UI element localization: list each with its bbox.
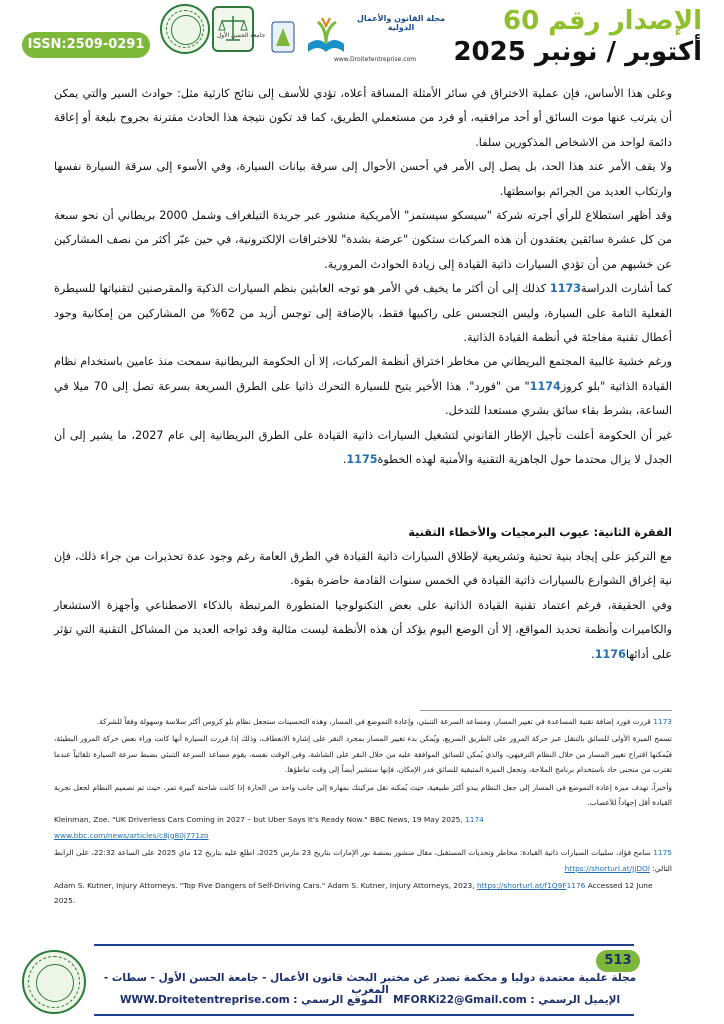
footnote-ref-1173[interactable]: 1173 <box>549 282 582 296</box>
journal-url: www.Droitetentreprise.com <box>333 56 417 63</box>
university-logo <box>216 20 296 60</box>
footnote-ref-1175[interactable]: 1175 <box>346 453 378 467</box>
issue-number: الإصدار رقم 60 <box>503 6 702 36</box>
issn-badge: ISSN:2509-0291 <box>22 32 150 58</box>
footnote-1175: 1175 سامح فؤاد، سلبيات السيارات ذاتية القيادة: مخاطر وتحديات المستقبل، مقال منشور بمنصة نور الإمارات بتاريخ 23 مارس 2025، اطلع عليه بتاريخ 12 ماي 2025 على الساعة 22:32، على الرابط التالي: https://shorturl.at/JjDOl <box>54 848 673 873</box>
email-address[interactable]: MFORKi22@Gmail.com <box>393 994 527 1006</box>
footnote-link[interactable]: https://shorturl.at/f1Q9F <box>476 881 567 891</box>
paragraph: ورغم خشية غالبية المجتمع البريطاني من مخاطر اختراق أنظمة المركبات، إلا أن الحكومة البريطانية سمحت منذ عامين باستخدام نظام القيادة الذاتية "بلو كروز1174" من "فورد". هذا الأخير يتيح للسيارة التحرك ذاتيا على الطرق السريعة بسرعة تصل إلى 70 ميلا في الساعة، بشرط بقاء سائق بشري مستعدا للتدخل. <box>54 355 672 418</box>
footnote-1174: Kleinman, Zoe. "UK Driverless Cars Coming in 2027 – but Uber Says It's Ready Now." BBC News, 19 May 2025, 1174 www.bbc.com/news/articles/c8jg80j771zo <box>54 815 484 840</box>
site-label: الموقع الرسمي : <box>293 994 383 1006</box>
page-number: 513 <box>596 950 640 972</box>
footnote-ref-1176[interactable]: 1176 <box>594 647 626 661</box>
scales-icon <box>214 8 252 50</box>
footnote-link[interactable]: https://shorturl.at/JjDOl <box>564 863 650 873</box>
footnote-continuation: تسمح الميزة الأولى للسائق بالتنقل عبر حركة المرور على الطريق السريع، ويُمكن بدء تغيير المسار بمجرد النقر على إشارة الانعطاف، وذلك إذا قررت السيارة أنها كانت وراء بعض حركة المرور البطيئة، فيُمكنها اقتراح تغيير المسار من خلال النظام الترفيهي، والذي يُمكن للسائق الموافقة عليه من خلال النقر على الشاشة، وفي الوقت نفسه، يقوم مساعد السرعة التنبئي بضبط سرعة السيارة تلقائياً عندما تقترب من منحنى حاد باستخدام برنامج الملاحة، وتجعل الميزة المتبقية للسائق فدر الإمكان، فإنها ستشير أيضاً إلى وقت تباطؤها. <box>54 734 672 775</box>
site-url[interactable]: WWW.Droitetentreprise.com <box>119 994 290 1006</box>
footnote-ref-1174[interactable]: 1174 <box>529 379 561 393</box>
university-name: جامعة الحسن الأول <box>216 32 266 39</box>
article-body <box>54 82 672 667</box>
footnote-1173: 1173 قررت فورد إضافة تقنية المساعدة في تغيير المسار، ومساعد السرعة التنبئي، وإعادة التموضع في المسار، وهذه التحسينات ستجعل نظام بلو كروس أكثر سلاسة وسهولة وفقاً للشركة. <box>96 717 672 726</box>
paragraph: مع التركيز على إيجاد بنية تحتية وتشريعية لإطلاق السيارات ذاتية القيادة في الطرق العامة رغم وجود عدة تحذيرات من جراء ذلك، فإن نية إغراق الشوارع بالسيارات ذاتية القيادة في الخمس سنوات القادمة حاضرة بقوة. <box>54 549 672 588</box>
open-book-icon <box>304 14 348 58</box>
journal-logo <box>300 8 450 68</box>
footer-contact <box>100 994 640 1006</box>
footer-divider <box>94 944 634 946</box>
issue-date: أكتوبر / نونبر 2025 <box>453 37 702 67</box>
paragraph: ولا يقف الأمر عند هذا الحد، بل يصل إلى الأمر في أحسن الأحوال إلى سرقة بيانات السيارة، وفي الأسوء إلى سرقة السيارة نفسها وارتكاب العديد من الجرائم بواسطتها. <box>54 160 672 198</box>
footer-lab-logo <box>22 950 86 1014</box>
email-label: الإيميل الرسمي : <box>530 994 621 1006</box>
footnote-link[interactable]: www.bbc.com/news/articles/c8jg80j771zo <box>54 830 209 840</box>
paragraph: غير أن الحكومة أعلنت تأجيل الإطار القانوني لتشغيل السيارات ذاتية القيادة على الطرق البريطانية إلى عام 2027، ما يشير إلى أن الجدل لا يزال محتدما حول الجاهزية التقنية والأمنية لهذه الخطوة1175. <box>54 428 673 467</box>
footnote-divider <box>420 710 672 711</box>
footer-journal-description: مجلة علمية معتمدة دوليا و محكمة تصدر عن مختبر البحث قانون الأعمال - جامعة الحسن الأول - سطات - المغرب <box>103 972 637 996</box>
lab-logo-left <box>160 4 210 54</box>
paragraph: وفي الحقيقة، فرغم اعتماد تقنية القيادة الذاتية على بعض التكنولوجيا المتطورة المرتبطة بالذكاء الاصطناعي وأجهزة الاستشعار والكاميرات وأنظمة تحديد المواقع، إلا أن الوضع اليوم يؤكد أن هذه الأنظمة ليست مثالية وقد تواجه العديد من المشاكل التقنية التي تؤثر على أدائها1176. <box>54 598 672 661</box>
footer-divider <box>94 1014 634 1016</box>
paragraph: وقد أظهر استطلاع للرأي أجرته شركة "سيسكو سيستمز" الأمريكية منشور عبر جريدة التيلغراف وشمل 2000 بريطاني أن نحو سبعة من كل عشرة سائقين يعتقدون أن هذه المركبات ستكون "عرضة بشدة" للاختراقات الإلكترونية، في حين عبّر أكثر من نصف المشاركين عن خشيهم من أن تؤدي السيارات ذاتية القيادة إلى زيادة الحوادث المرورية. <box>54 209 673 271</box>
lab-logo-scales <box>212 6 254 52</box>
journal-name: مجلة القانون والأعمال الدولية <box>356 14 446 32</box>
section-heading: الفقرة الثانية: عيوب البرمجيات والأخطاء التقنية <box>408 525 672 539</box>
paragraph: وعلى هذا الأساس، فإن عملية الاختراق في سائر الأمثلة المساقة أعلاه، تؤدي للأسف إلى نتائج كارثية مثل: حوادث السير والتي يمكن أن يترتب عنها موت السائق أو أحد مرافقيه، أو فرد من مستعملي الطريق، كما قد تكون نتيجة هذا الحادث مقترنة بجروح بليغة أو إعاقة دائمة لواحد من الاشخاص المذكورين سلفا. <box>54 87 672 149</box>
page-header <box>0 0 724 80</box>
university-emblem-icon <box>250 20 296 60</box>
footnotes <box>54 714 672 911</box>
paragraph: كما أشارت الدراسة1173 كذلك إلى أن أكثر ما يخيف في الأمر هو توجه العابثين بنظم السيارات الذكية والمقرصنين لتقنياتها للسيطرة الفعلية التامة على السيارة، وليس التجسس على راكبيها فقط، بالإضافة إلى توجس أزيد من 62% من المشاركين من إمكانية وجود أعطال تقنية مفاجئة في أنظمة القيادة الذاتية. <box>54 282 672 345</box>
footnote-1176: Adam S. Kutner, Injury Attorneys. "Top Five Dangers of Self-Driving Cars." Adam S. Kutner, Injury Attorneys, 2023, https://shorturl.at/f1Q9F1176 Accessed 12 June 2025. <box>54 881 653 906</box>
footnote-continuation: وأخيراً، تهدف ميزة إعادة التموضع في المسار إلى جعل النظام يبدو أكثر طبيعية، حيث يُمكنه نقل مركبتك بمهارة إلى جانب واحد من الحارة إذا كانت شاحنة كبيرة تمر، حيث تم تصميم النظام لجعل تجربة القيادة أقل إجهاداً للأعصاب. <box>54 782 672 808</box>
